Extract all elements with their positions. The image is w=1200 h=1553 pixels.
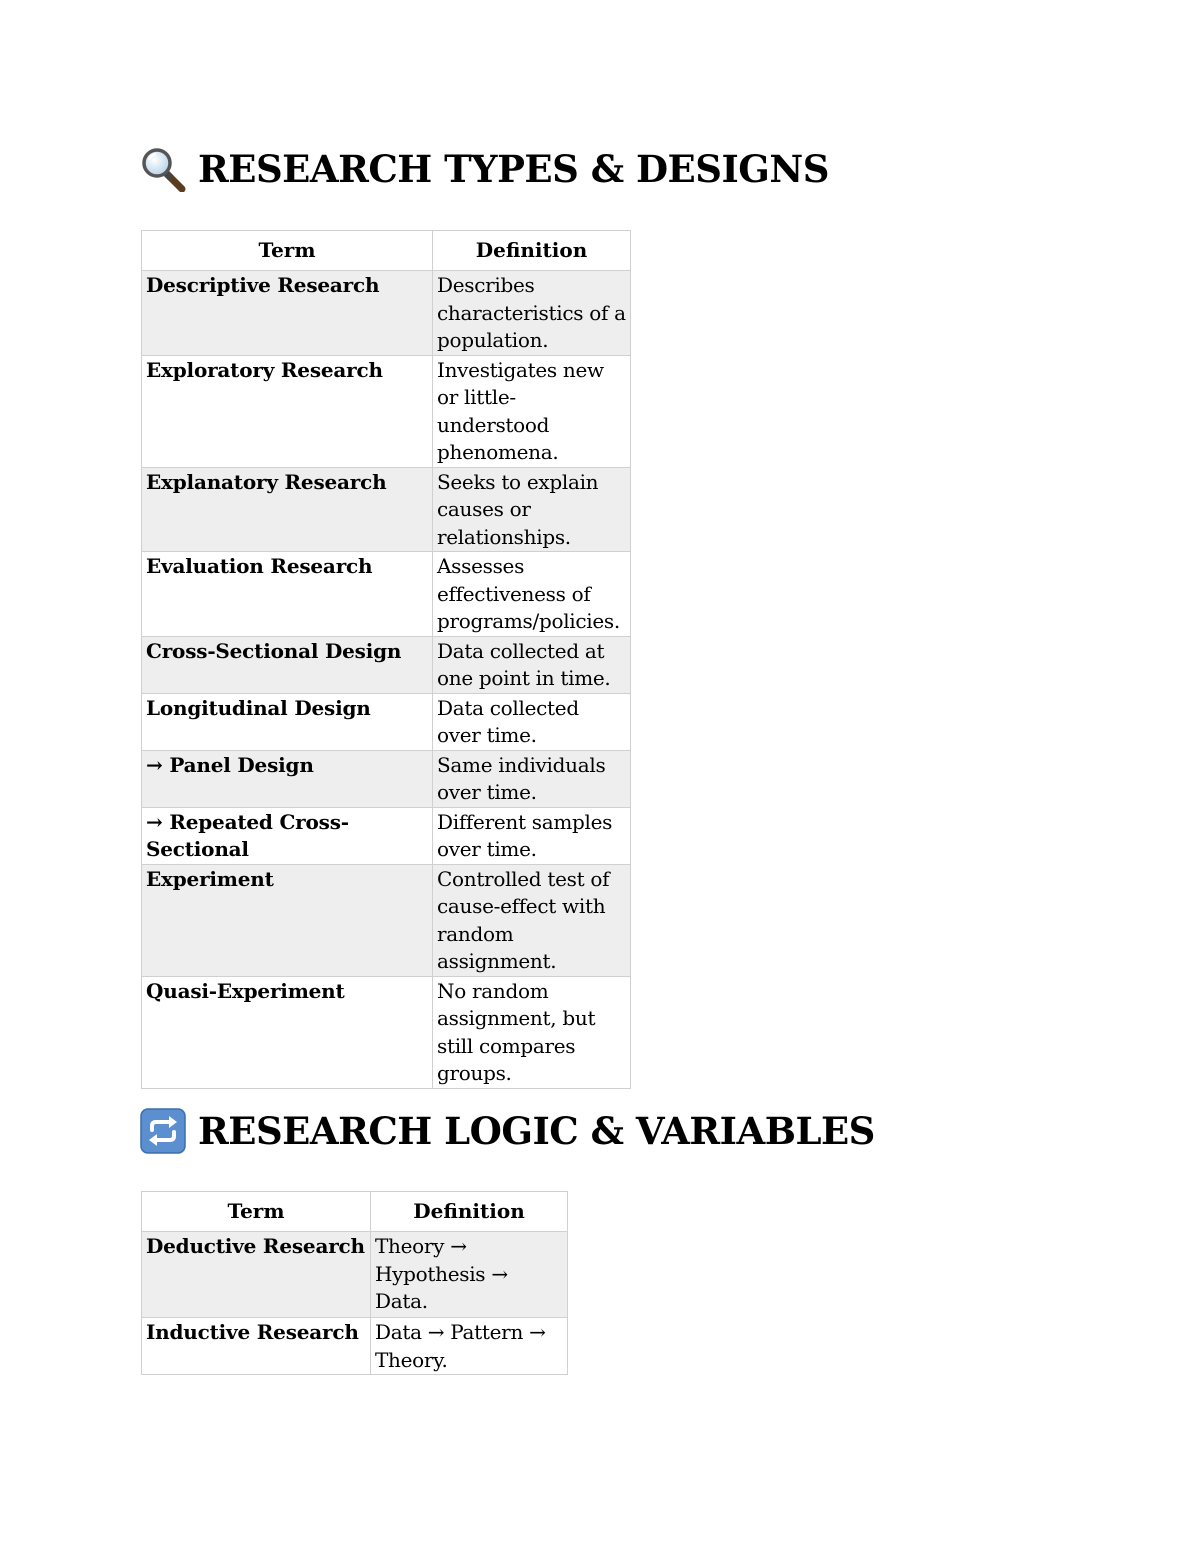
term-cell: Exploratory Research xyxy=(142,355,433,467)
research-types-table xyxy=(141,230,631,1089)
term-cell: Descriptive Research xyxy=(142,271,433,356)
definition-cell: Investigates new or little-understood phenomena. xyxy=(433,355,631,467)
section-heading-research-logic xyxy=(140,1108,875,1154)
table-row xyxy=(142,976,631,1088)
column-header-term: Term xyxy=(142,231,433,271)
section-title: RESEARCH TYPES & DESIGNS xyxy=(198,147,829,191)
table-row xyxy=(142,467,631,552)
table-row xyxy=(142,271,631,356)
table-row xyxy=(142,864,631,976)
definition-cell: Controlled test of cause-effect with random assignment. xyxy=(433,864,631,976)
definition-cell: No random assignment, but still compares groups. xyxy=(433,976,631,1088)
definition-cell: Describes characteristics of a population. xyxy=(433,271,631,356)
magnifying-glass-icon xyxy=(140,146,186,192)
table-row xyxy=(142,1318,568,1375)
section-heading-research-types xyxy=(140,146,829,192)
table-header-row xyxy=(142,231,631,271)
term-cell: Cross-Sectional Design xyxy=(142,636,433,693)
research-logic-table xyxy=(141,1191,568,1375)
term-cell: Evaluation Research xyxy=(142,552,433,637)
table-row xyxy=(142,1232,568,1318)
definition-cell: Data collected at one point in time. xyxy=(433,636,631,693)
table-row xyxy=(142,750,631,807)
definition-cell: Assesses effectiveness of programs/policies. xyxy=(433,552,631,637)
column-header-definition: Definition xyxy=(433,231,631,271)
table-row xyxy=(142,355,631,467)
table-row xyxy=(142,807,631,864)
table-header-row xyxy=(142,1192,568,1232)
term-cell: Quasi-Experiment xyxy=(142,976,433,1088)
term-cell: Experiment xyxy=(142,864,433,976)
term-cell: Inductive Research xyxy=(142,1318,371,1375)
term-cell: Longitudinal Design xyxy=(142,693,433,750)
table-row xyxy=(142,693,631,750)
definition-cell: Same individuals over time. xyxy=(433,750,631,807)
term-cell: → Panel Design xyxy=(142,750,433,807)
term-cell: → Repeated Cross-Sectional xyxy=(142,807,433,864)
definition-cell: Data collected over time. xyxy=(433,693,631,750)
definition-cell: Seeks to explain causes or relationships. xyxy=(433,467,631,552)
table-row xyxy=(142,636,631,693)
column-header-term: Term xyxy=(142,1192,371,1232)
column-header-definition: Definition xyxy=(371,1192,568,1232)
definition-cell: Different samples over time. xyxy=(433,807,631,864)
table-row xyxy=(142,552,631,637)
definition-cell: Data → Pattern → Theory. xyxy=(371,1318,568,1375)
definition-cell: Theory → Hypothesis → Data. xyxy=(371,1232,568,1318)
term-cell: Deductive Research xyxy=(142,1232,371,1318)
section-title: RESEARCH LOGIC & VARIABLES xyxy=(198,1109,875,1153)
repeat-arrows-icon xyxy=(140,1108,186,1154)
term-cell: Explanatory Research xyxy=(142,467,433,552)
